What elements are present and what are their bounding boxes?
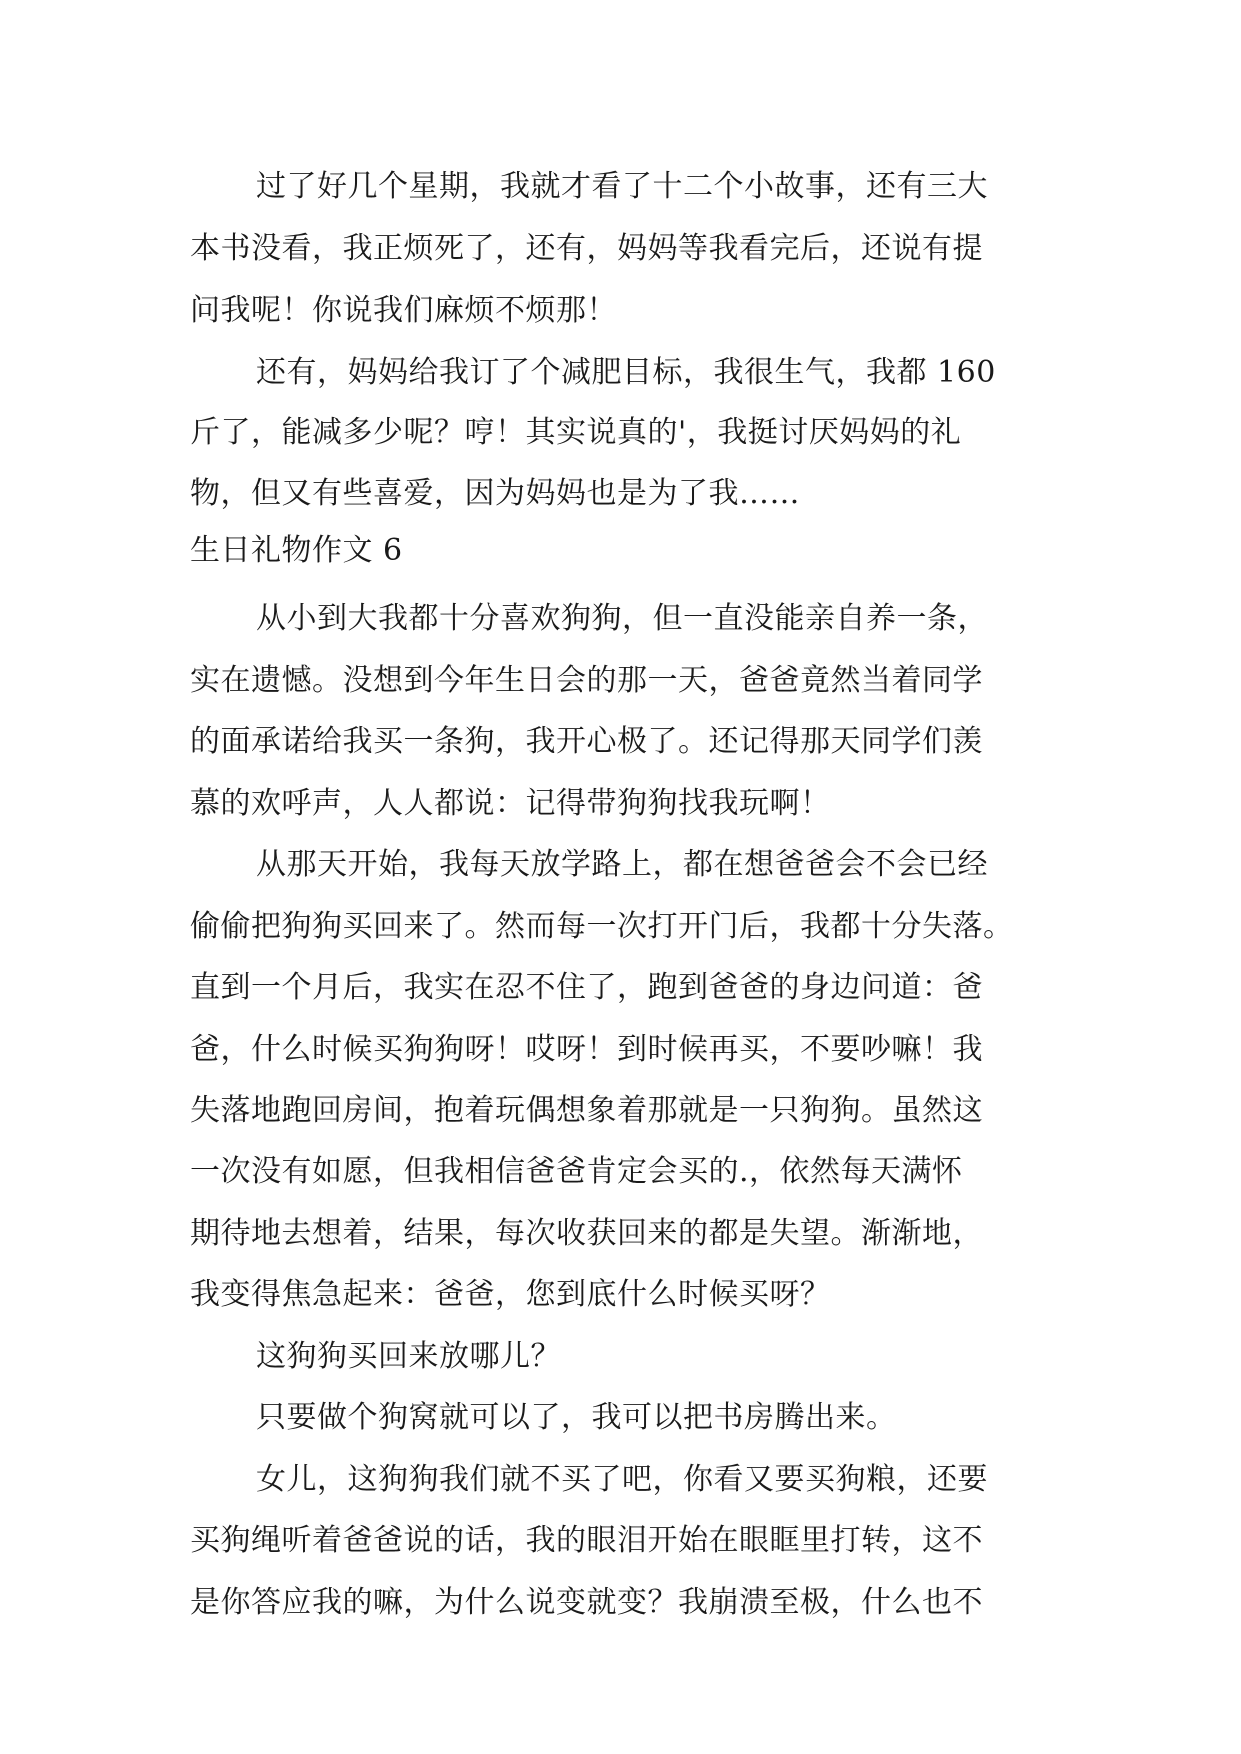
- text-line: 过了好几个星期，我就才看了十二个小故事，还有三大: [256, 169, 988, 204]
- text-line: 我变得焦急起来：爸爸，您到底什么时候买呀？: [190, 1277, 831, 1312]
- text-line: 女儿，这狗狗我们就不买了吧，你看又要买狗粮，还要: [256, 1462, 988, 1497]
- text-line: 问我呢！你说我们麻烦不烦那！: [190, 293, 617, 328]
- text-line: 从小到大我都十分喜欢狗狗，但一直没能亲自养一条，: [256, 601, 988, 636]
- text-line: 斤了，能减多少呢？哼！其实说真的'，我挺讨厌妈妈的礼: [190, 415, 962, 450]
- text-line: 还有，妈妈给我订了个减肥目标，我很生气，我都 160: [256, 355, 996, 390]
- text-line: 本书没看，我正烦死了，还有，妈妈等我看完后，还说有提: [190, 231, 983, 266]
- text-line: 这狗狗买回来放哪儿？: [256, 1339, 561, 1374]
- text-line: 是你答应我的嘛，为什么说变就变？我崩溃至极，什么也不: [190, 1585, 983, 1620]
- section-heading: 生日礼物作文 6: [190, 533, 403, 568]
- text-line: 期待地去想着，结果，每次收获回来的都是失望。渐渐地，: [190, 1216, 983, 1251]
- text-line: 实在遗憾。没想到今年生日会的那一天，爸爸竟然当着同学: [190, 663, 983, 698]
- text-line: 的面承诺给我买一条狗，我开心极了。还记得那天同学们羡: [190, 724, 983, 759]
- text-line: 从那天开始，我每天放学路上，都在想爸爸会不会已经: [256, 847, 988, 882]
- text-line: 慕的欢呼声，人人都说：记得带狗狗找我玩啊！: [190, 786, 831, 821]
- text-line: 直到一个月后，我实在忍不住了，跑到爸爸的身边问道：爸: [190, 970, 983, 1005]
- text-line: 买狗绳听着爸爸说的话，我的眼泪开始在眼眶里打转，这不: [190, 1523, 983, 1558]
- text-line: 物，但又有些喜爱，因为妈妈也是为了我……: [190, 476, 800, 511]
- text-line: 爸，什么时候买狗狗呀！哎呀！到时候再买，不要吵嘛！我: [190, 1032, 983, 1067]
- text-line: 失落地跑回房间，抱着玩偶想象着那就是一只狗狗。虽然这: [190, 1093, 983, 1128]
- text-line: 只要做个狗窝就可以了，我可以把书房腾出来。: [256, 1400, 897, 1435]
- text-line: 一次没有如愿，但我相信爸爸肯定会买的.，依然每天满怀: [190, 1154, 963, 1189]
- text-line: 偷偷把狗狗买回来了。然而每一次打开门后，我都十分失落。: [190, 909, 1014, 944]
